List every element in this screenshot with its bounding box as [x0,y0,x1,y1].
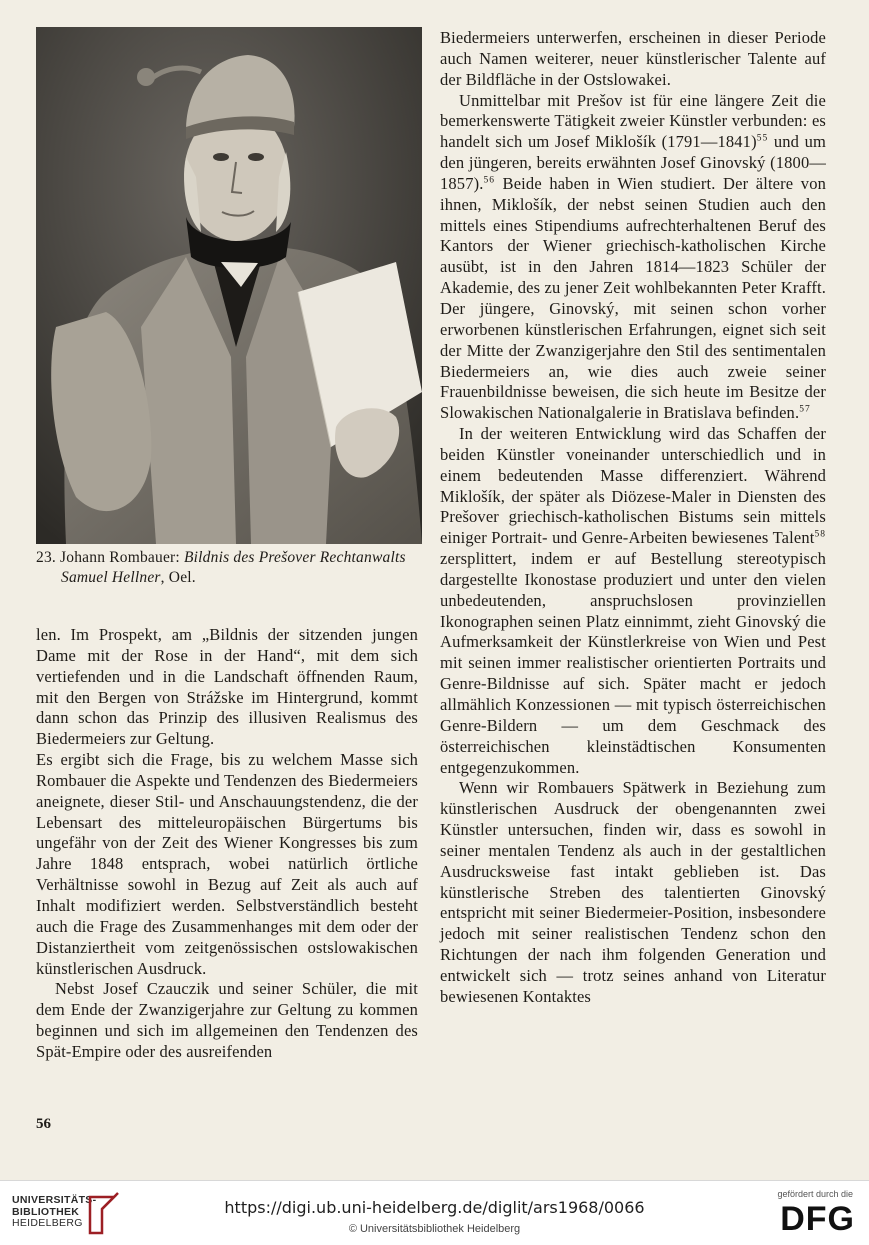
footnote-ref[interactable]: 57 [799,404,811,415]
page-number: 56 [36,1116,51,1132]
paragraph: Biedermeiers unterwerfen, erscheinen in dieser Periode auch Namen weiterer, neuer künstlerischer Talente auf der Bildfläche in der Ostslowakei. [440,28,826,89]
caption-number: 23. Johann Rombauer: [36,549,184,566]
footnote-ref[interactable]: 55 [756,133,769,144]
paragraph: Es ergibt sich die Frage, bis zu welchem Masse sich Rombauer die Aspekte und Tendenzen des Biedermeiers aneignete, dieser Stil- und Anschauungstendenz, die der Lebensart des mitteleuropäischen Bürgertums bis ungefähr von der Zeit des Wiener Kongresses bis zum Jahre 1848 entsprach, wobei natürlich örtliche Verhältnisse sowohl in Bezug auf Zeit als auch auf Inhalt modifiziert werden. Selbstverständlich besteht auch die Frage des Zusammenhanges mit dem oder der Distanziertheit vom zeitgenössischen ostslowakischen künstlerischen Ausdruck. [36,750,418,978]
caption-tail: , Oel. [160,569,196,586]
paragraph: Nebst Josef Czauczik und seiner Schüler, die mit dem Ende der Zwanzigerjahre zur Geltung zu kommen beginnen und sich im allgemeinen den Tendenzen des Spät-Empire oder des ausreifenden [36,979,418,1061]
text-run: Unmittelbar mit Prešov ist für eine längere Zeit die bemerkenswerte Tätigkeit zweier Künstler verbunden: es handelt sich um Josef Miklošík (1791—1841) [440,90,826,152]
figure-caption [36,548,424,588]
left-column [36,625,418,1063]
text-run: und um den jüngeren, bereits erwähnten Josef Ginovský (1800—1857). [440,132,826,193]
text-run: In der weiteren Entwicklung wird das Schaffen der beiden Künstler voneinander unterschiedlich und in einem bedeutenden Masse differenziert. Während Miklošík, der später als Diözese-Maler in Diensten des Prešover griechisch-katholischen Bistums sein mittels einiger Portrait- und Genre-Arbeiten bewiesenes Talent [440,424,826,548]
caption-title: Bildnis des Prešover Rechtanwalts [183,549,406,566]
library-line: UNIVERSITÄTS- [12,1194,97,1206]
portrait-illustration [36,27,422,544]
caption-title-line2: Samuel Hellner [61,569,161,586]
footnote-ref[interactable]: 56 [483,175,496,186]
footer-bar [0,1180,869,1245]
paragraph: Wenn wir Rombauers Spätwerk in Beziehung zum künstlerischen Ausdruck der obengenannten zwei Künstler untersuchen, finden wir, dass es sowohl in seiner mentalen Tendenz als auch in der gestaltlichen Ausdrucksweise fast intakt geblieben ist. Das künstlerische Streben des talentierten Ginovský entspricht mit seiner Biedermeier-Position, insbesondere jedoch mit seiner realistischen Tendenz schon den Richtungen der nach ihm folgenden Generation und entwickelt sich — trotz seines anhand von Literatur bewiesenen Kontaktes [440,778,826,1006]
text-run: zersplittert, indem er auf Bestellung stereotypisch dargestellte Ikonostase produziert und unter den vielen unbedeutenden, anspruchslosen provinziellen Ikonographen seinen Platz einnimmt, zieht Ginovský die Aufmerksamkeit der Künstlerkreise von Wien und Pest mit seinen immer realistischer orientierten Portraits und Genre-Bildnisse auf sich. Später macht er jedoch allmählich Konzessionen — mit typisch österreichischen Genre-Bildern — um dem Geschmack des österreichischen kleinstädtischen Konsumenten entgegenzukommen. [440,549,826,777]
dfg-logo[interactable]: DFG [780,1200,855,1238]
permalink-url[interactable]: https://digi.ub.uni-heidelberg.de/diglit/ars1968/0066 [224,1198,645,1217]
footnote-ref[interactable]: 58 [814,529,826,540]
paragraph [440,91,826,425]
funder-label: gefördert durch die [777,1189,853,1199]
library-line: HEIDELBERG [12,1217,83,1229]
right-column [440,28,826,1008]
paragraph [440,424,826,778]
copyright-notice: © Universitätsbibliothek Heidelberg [348,1223,521,1235]
portrait-image [36,27,422,544]
paragraph: len. Im Prospekt, am „Bildnis der sitzenden jungen Dame mit der Rose in der Hand“, mit dem sich vertiefenden und in die Landschaft öffnenden Raum, mit den Bergen von Strážske im Hintergrund, kommt dann schon das Prinzip des illusiven Realismus des Biedermeiers zur Geltung. [36,625,418,749]
text-run: Beide haben in Wien studiert. Der ältere von ihnen, Miklošík, der nebst seinen Studien auch den mittels eines Stipendiums aufrechterhaltenen Beruf des Kantors der Wiener griechisch-katholischen Kirche ausübt, ist in den Jahren 1814—1823 Schüler der Akademie, des zu jener Zeit wohlbekannten Peter Krafft. Der jüngere, Ginovský, mit seinen schon vorher erworbenen künstlerischen Erfahrungen, eignet sich seit der Mitte der Zwanzigerjahre den Stil des sentimentalen Biedermeiers an, wie dies auch zweie seiner Frauenbildnisse beweisen, die sich heute im Besitze der Slowakischen Nationalgalerie in Bratislava befinden. [440,173,826,423]
library-line: BIBLIOTHEK [12,1205,80,1218]
